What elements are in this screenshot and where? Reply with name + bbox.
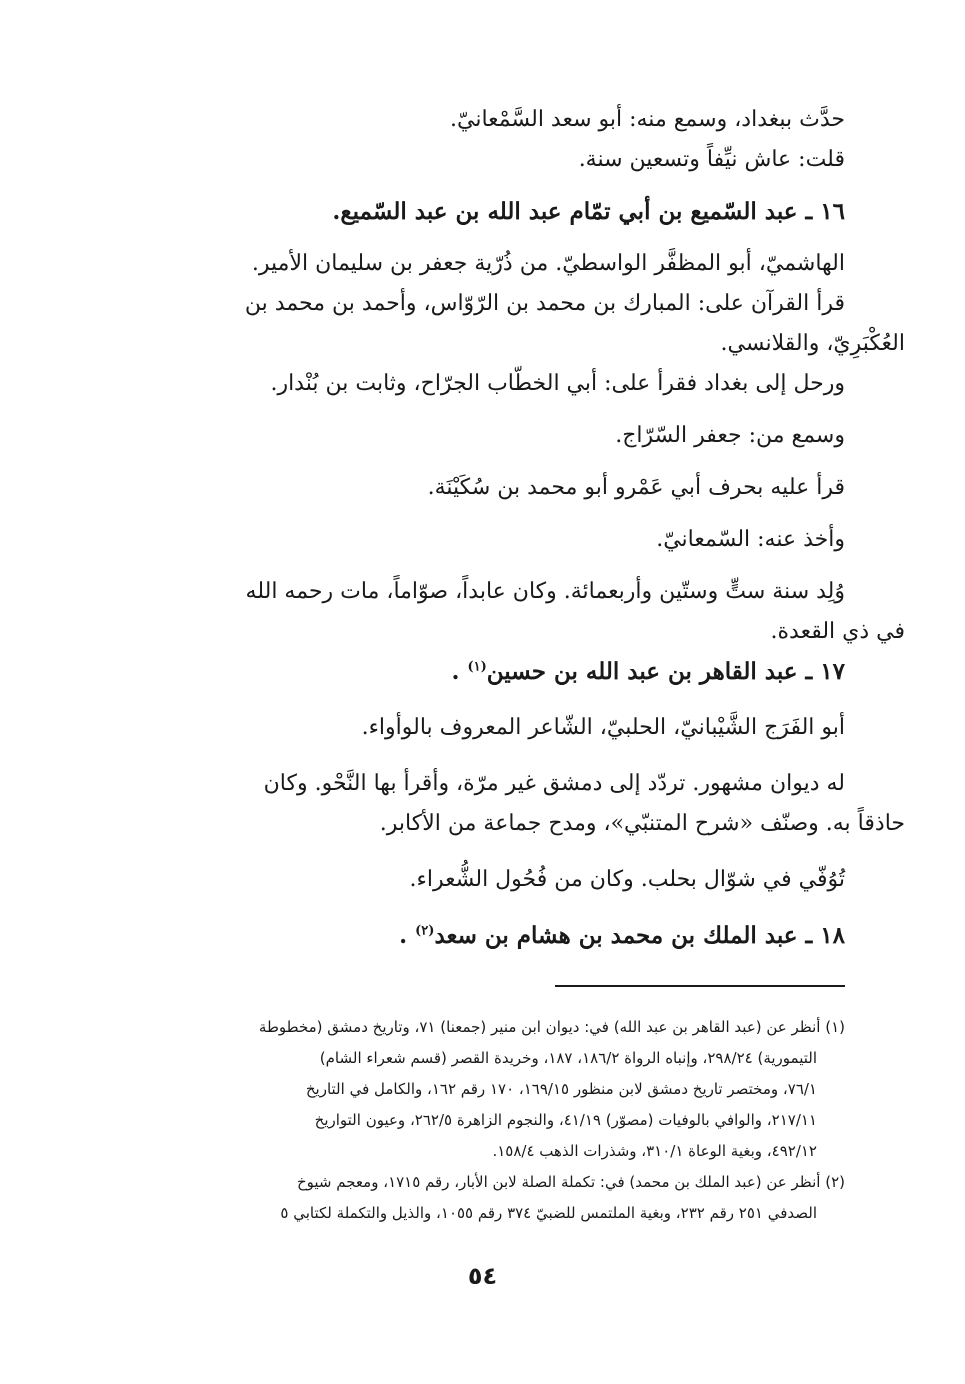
footnote-1-line: (١) أنظر عن (عبد القاهر بن عبد الله) في: ديوان ابن منير (جمعنا) ٧١، وتاريخ دمشق (مخطوطة <box>258 1018 845 1036</box>
text-line: له ديوان مشهور. تردّد إلى دمشق غير مرّة، وأقرأ بها النَّحْو. وكان <box>263 771 845 796</box>
footnote-2-line: (٢) أنظر عن (عبد الملك بن محمد) في: تكملة الصلة لابن الأبار، رقم ١٧١٥، ومعجم شيوخ <box>296 1173 845 1191</box>
text-line: قلت: عاش نيِّفاً وتسعين سنة. <box>578 147 845 172</box>
heading-period: . <box>451 658 460 685</box>
text-line: حاذقاً به. وصنّف «شرح المتنبّي»، ومدح جماعة من الأكابر. <box>379 811 905 836</box>
footnote-1-line: ٧٦/١، ومختصر تاريخ دمشق لابن منظور ١٦٩/١٥، ١٧٠ رقم ١٦٢، والكامل في التاريخ <box>305 1080 817 1098</box>
footnote-1-line: ٤٩٢/١٢، وبغية الوعاة ٣١٠/١، وشذرات الذهب ١٥٨/٤. <box>492 1142 817 1160</box>
text-line: الهاشميّ، أبو المظفَّر الواسطيّ. من ذُرّية جعفر بن سليمان الأمير. <box>251 251 845 276</box>
heading-period: . <box>399 922 408 949</box>
footnote-1-line: ٢١٧/١١، والوافي بالوفيات (مصوّر) ٤١/١٩، والنجوم الزاهرة ٢٦٢/٥، وعيون التواريخ <box>314 1111 817 1129</box>
text-line: وُلِد سنة ستٍّ وستّين وأربعمائة. وكان عابداً، صوّاماً، مات رحمه الله <box>245 579 845 604</box>
main-text <box>125 100 905 956</box>
text-line: ورحل إلى بغداد فقرأ على: أبي الخطّاب الجرّاح، وثابت بن بُنْدار. <box>270 371 845 396</box>
text-line: تُوُفّي في شوّال بحلب. وكان من فُحُول الشُّعراء. <box>409 867 845 892</box>
footnote-1-line: التيمورية) ٢٩٨/٢٤، وإنباه الرواة ١٨٦/٢، ١٨٧، وخريدة القصر (قسم شعراء الشام) <box>319 1049 817 1067</box>
footnote-2-line: الصدفي ٢٥١ رقم ٢٣٢، وبغية الملتمس للضبيّ ٣٧٤ رقم ١٠٥٥، والذيل والتكملة لكتابي ٥ <box>280 1204 817 1222</box>
heading-text: ١٧ ـ عبد القاهر بن عبد الله بن حسين <box>486 658 845 685</box>
footnote-ref-2[interactable]: (٢) <box>415 923 435 939</box>
text-line: أبو الفَرَج الشَّيْبانيّ، الحلبيّ، الشّاعر المعروف بالوأواء. <box>361 715 845 740</box>
text-line: قرأ القرآن على: المبارك بن محمد بن الرّوّاس، وأحمد بن محمد بن <box>244 291 845 316</box>
footnotes <box>123 1012 845 1229</box>
text-line: وأخذ عنه: السّمعانيّ. <box>656 527 845 552</box>
text-line: وسمع من: جعفر السّرّاج. <box>615 423 845 448</box>
heading-text: ١٨ ـ عبد الملك بن محمد بن هشام بن سعد <box>434 922 845 949</box>
entry-heading-17 <box>125 652 845 692</box>
text-line: حدَّث ببغداد، وسمع منه: أبو سعد السَّمْعانيّ. <box>450 107 845 132</box>
entry-heading-16: ١٦ ـ عبد السّميع بن أبي تمّام عبد الله بن عبد السّميع. <box>332 198 845 225</box>
entry-heading-18 <box>125 916 845 956</box>
page-number: ٥٤ <box>467 1262 498 1290</box>
footnote-divider <box>555 985 845 987</box>
text-line: قرأ عليه بحرف أبي عَمْرو أبو محمد بن سُكَيْنَة. <box>427 475 845 500</box>
footnote-ref-1[interactable]: (١) <box>467 659 487 675</box>
text-line: في ذي القعدة. <box>770 619 905 644</box>
text-line: العُكْبَرِيّ، والقلانسي. <box>720 331 905 356</box>
